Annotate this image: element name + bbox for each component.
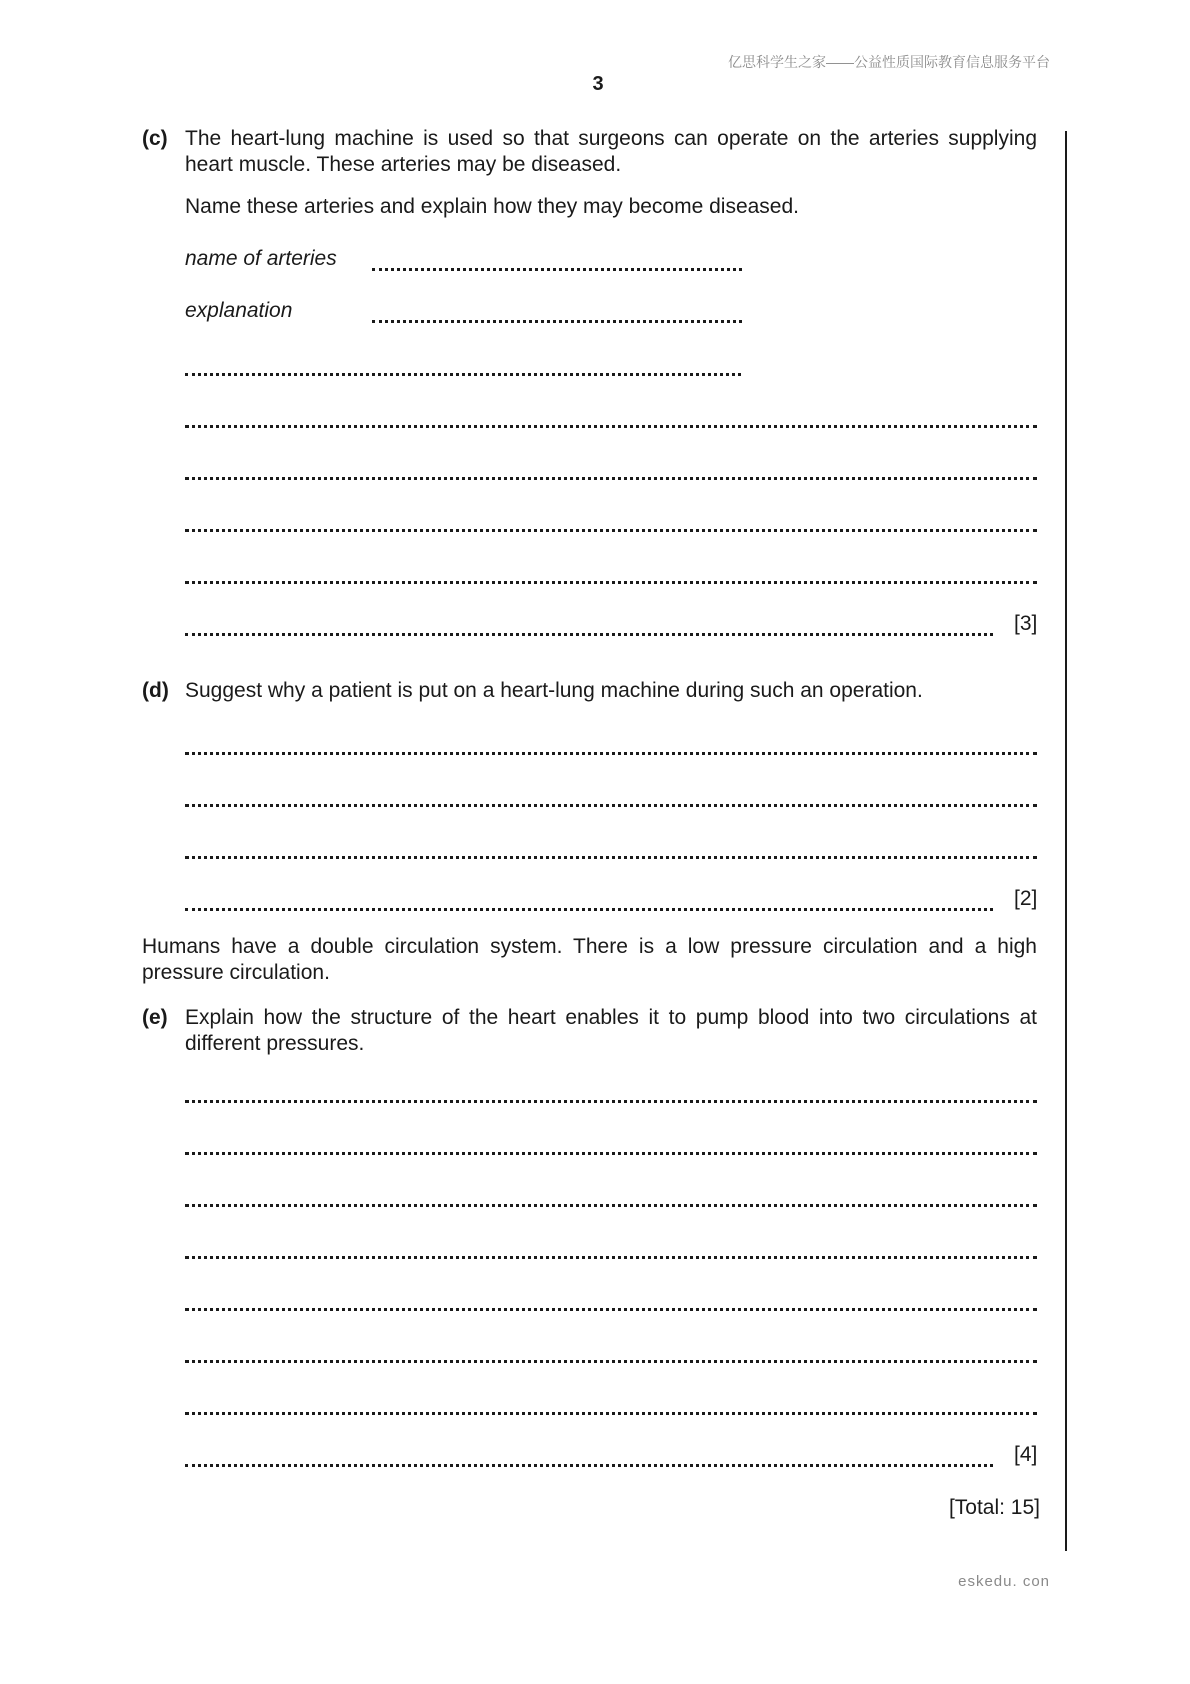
- answer-line[interactable]: [185, 633, 993, 636]
- total-marks: [Total: 15]: [948, 1496, 1040, 1519]
- part-d-marks: [2]: [1014, 887, 1038, 910]
- source-watermark-header: 亿思科学生之家——公益性质国际教育信息服务平台: [728, 54, 1050, 70]
- answer-line-explanation[interactable]: [372, 320, 742, 323]
- margin-rule: [1065, 131, 1067, 1551]
- explanation-label: explanation: [185, 299, 293, 322]
- part-c-label: (c): [142, 127, 168, 150]
- answer-line[interactable]: [185, 1360, 1037, 1363]
- answer-line-arteries[interactable]: [372, 268, 742, 271]
- answer-line[interactable]: [185, 425, 1037, 428]
- part-c-marks: [3]: [1014, 612, 1038, 635]
- answer-line[interactable]: [185, 477, 1037, 480]
- answer-line[interactable]: [185, 1412, 1037, 1415]
- answer-line[interactable]: [185, 804, 1037, 807]
- part-e-marks: [4]: [1014, 1443, 1038, 1466]
- answer-line[interactable]: [185, 856, 1037, 859]
- answer-line[interactable]: [185, 1464, 993, 1467]
- answer-line[interactable]: [185, 1204, 1037, 1207]
- part-e-label: (e): [142, 1006, 168, 1029]
- answer-line[interactable]: [185, 1256, 1037, 1259]
- answer-line[interactable]: [185, 752, 1037, 755]
- footer-watermark: eskedu. con: [958, 1573, 1050, 1590]
- double-circulation-intro: Humans have a double circulation system. There is a low pressure circulation and a high pressure circulation.: [142, 935, 1037, 984]
- answer-line[interactable]: [185, 1152, 1037, 1155]
- part-c-question: The heart-lung machine is used so that surgeons can operate on the arteries supplying heart muscle. These arteries may be diseased.: [185, 127, 1037, 176]
- answer-line[interactable]: [185, 581, 1037, 584]
- part-d-label: (d): [142, 679, 169, 702]
- answer-line[interactable]: [185, 373, 741, 376]
- part-e-question: Explain how the structure of the heart enables it to pump blood into two circulations at different pressures.: [185, 1006, 1037, 1055]
- answer-line[interactable]: [185, 1100, 1037, 1103]
- answer-line[interactable]: [185, 529, 1037, 532]
- name-of-arteries-label: name of arteries: [185, 247, 337, 270]
- answer-line[interactable]: [185, 908, 993, 911]
- page-number: 3: [592, 73, 604, 95]
- part-d-question: Suggest why a patient is put on a heart-lung machine during such an operation.: [185, 679, 923, 702]
- answer-line[interactable]: [185, 1308, 1037, 1311]
- part-c-instruction: Name these arteries and explain how they may become diseased.: [185, 195, 800, 218]
